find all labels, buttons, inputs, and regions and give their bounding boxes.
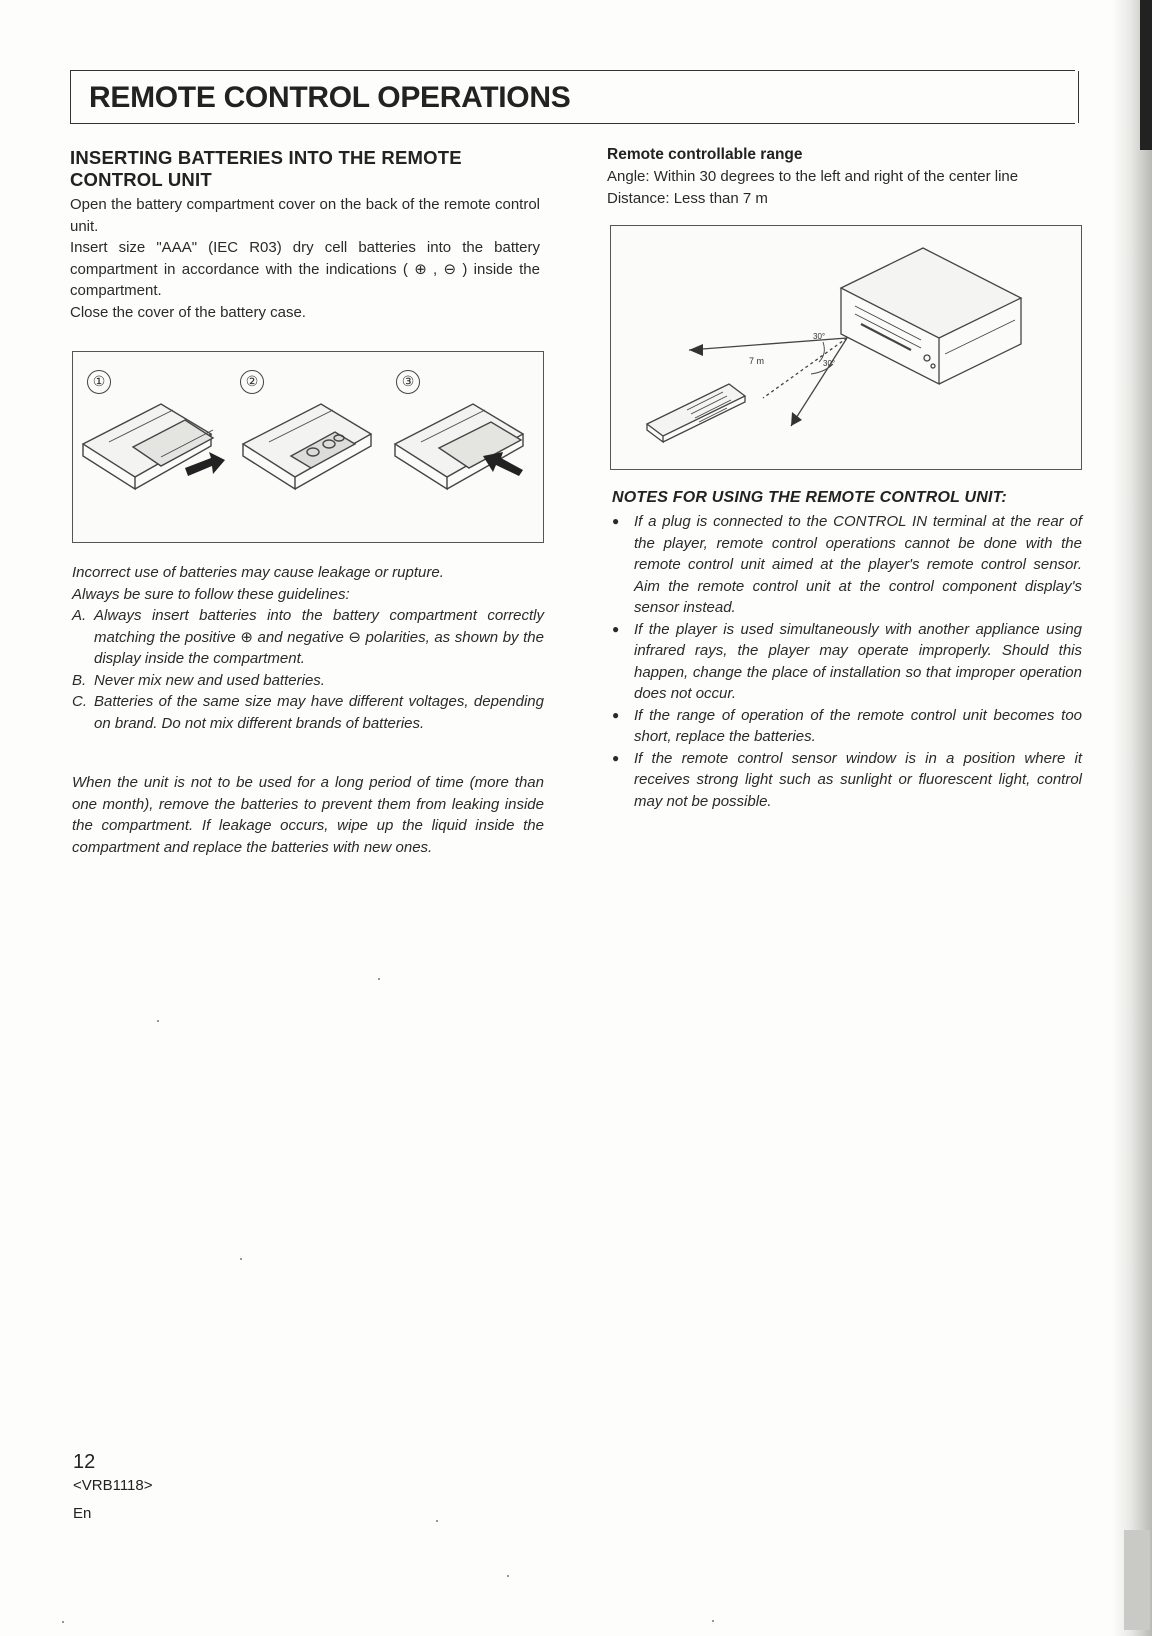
scan-speck bbox=[240, 1258, 242, 1260]
note-item bbox=[612, 619, 1082, 705]
guideline-item-a bbox=[72, 605, 544, 670]
note-text: If the range of operation of the remote control unit becomes too short, replace the batteries. bbox=[634, 706, 1082, 745]
remote-range-figure bbox=[610, 225, 1082, 470]
distance-label: 7 m bbox=[749, 356, 765, 366]
step-number-2: ② bbox=[240, 370, 264, 394]
player-unit-icon bbox=[841, 248, 1021, 384]
guideline-letter: C. bbox=[72, 693, 87, 710]
range-illustration bbox=[611, 226, 1081, 469]
range-center-line bbox=[763, 338, 847, 398]
page-footer bbox=[73, 1450, 153, 1526]
bullet-icon: ● bbox=[612, 621, 620, 636]
scan-speck bbox=[62, 1621, 64, 1623]
range-boundary-right bbox=[791, 338, 847, 426]
page-number: 12 bbox=[73, 1451, 96, 1473]
storage-note: When the unit is not to be used for a long period of time (more than one month), remove the batteries to prevent them from leaking inside the compartment. If leakage occurs, wipe up the liquid inside the compartment and replace the batteries with new ones. bbox=[72, 774, 544, 856]
bullet-icon: ● bbox=[612, 750, 620, 765]
remote-battery-compartment-icon bbox=[243, 404, 371, 489]
battery-insertion-figure bbox=[72, 351, 544, 543]
guideline-text: Always insert batteries into the battery compartment correctly matching the positive ⊕ and negative ⊖ polarities, as shown by the display inside the compartment. bbox=[94, 607, 544, 667]
note-item bbox=[612, 511, 1082, 619]
guideline-text: Batteries of the same size may have different voltages, depending on brand. Do not mix different brands of batteries. bbox=[94, 693, 544, 732]
scan-speck bbox=[436, 1520, 438, 1522]
step-number-3: ③ bbox=[396, 370, 420, 394]
note-text: If the remote control sensor window is in a position where it receives strong light such as sunlight or fluorescent light, control may not be possible. bbox=[634, 749, 1082, 810]
note-item bbox=[612, 748, 1082, 813]
scan-speck bbox=[507, 1575, 509, 1577]
scan-edge-shadow bbox=[1124, 1530, 1150, 1630]
remote-control-icon bbox=[647, 384, 745, 442]
range-heading: Remote controllable range bbox=[607, 146, 803, 163]
language-code: En bbox=[73, 1505, 92, 1522]
batteries-heading: INSERTING BATTERIES INTO THE REMOTE CONTROL UNIT bbox=[70, 147, 462, 190]
header-box-right-edge bbox=[1078, 71, 1080, 123]
batteries-instructions bbox=[70, 194, 540, 323]
guideline-item-c bbox=[72, 691, 544, 734]
remote-back-cover-open-icon bbox=[83, 404, 213, 489]
page-title: REMOTE CONTROL OPERATIONS bbox=[89, 81, 571, 114]
angle-label-lower: 30° bbox=[823, 359, 836, 368]
angle-label-upper: 30° bbox=[813, 332, 826, 341]
note-text: If the player is used simultaneously with another appliance using infrared rays, the player may operate improperly. Should this happen, change the place of installation so that improper operation does not occur. bbox=[634, 620, 1082, 702]
bullet-icon: ● bbox=[612, 707, 620, 722]
guideline-item-b bbox=[72, 670, 544, 692]
header-box bbox=[70, 70, 1075, 124]
scan-speck bbox=[712, 1620, 714, 1622]
notes-heading: NOTES FOR USING THE REMOTE CONTROL UNIT: bbox=[612, 489, 1007, 506]
range-details bbox=[607, 166, 1087, 209]
remote-back-cover-close-icon bbox=[395, 404, 523, 489]
document-code: <VRB1118> bbox=[73, 1477, 153, 1494]
guideline-letter: B. bbox=[72, 671, 87, 689]
range-arrow-right-icon bbox=[791, 412, 802, 426]
slide-open-arrow-icon bbox=[185, 452, 225, 476]
bullet-icon: ● bbox=[612, 514, 620, 528]
note-text: If a plug is connected to the CONTROL IN terminal at the rear of the player, remote control operations cannot be done with the remote control unit aimed at the player's remote control sensor. Aim the remote control unit at the control component display's sensor instead. bbox=[634, 513, 1082, 616]
battery-warning bbox=[72, 562, 544, 734]
slide-close-arrow-icon bbox=[483, 452, 523, 476]
note-item bbox=[612, 705, 1082, 748]
range-distance: Distance: Less than 7 m bbox=[607, 189, 768, 207]
scan-speck bbox=[378, 978, 380, 980]
range-angle: Angle: Within 30 degrees to the left and right of the center line bbox=[607, 168, 1019, 185]
instruction-close-cover: Close the cover of the battery case. bbox=[70, 303, 306, 321]
battery-illustration bbox=[73, 352, 543, 542]
scan-page-edge bbox=[1112, 0, 1152, 1636]
warning-line-2: Always be sure to follow these guidelines: bbox=[72, 585, 350, 603]
scan-speck bbox=[157, 1020, 159, 1022]
range-arrow-left-icon bbox=[689, 344, 703, 356]
instruction-insert-batteries: Insert size "AAA" (IEC R03) dry cell batteries into the battery compartment in accordance with the indications ( ⊕ , ⊖ ) inside the compartment. bbox=[70, 239, 540, 299]
instruction-open-cover: Open the battery compartment cover on the back of the remote control unit. bbox=[70, 196, 540, 235]
guideline-text: Never mix new and used batteries. bbox=[94, 671, 325, 689]
warning-line-1: Incorrect use of batteries may cause leakage or rupture. bbox=[72, 564, 444, 581]
guideline-letter: A. bbox=[72, 607, 87, 624]
scan-edge-mark bbox=[1140, 0, 1152, 150]
step-number-1: ① bbox=[87, 370, 111, 394]
notes-list bbox=[612, 511, 1082, 812]
